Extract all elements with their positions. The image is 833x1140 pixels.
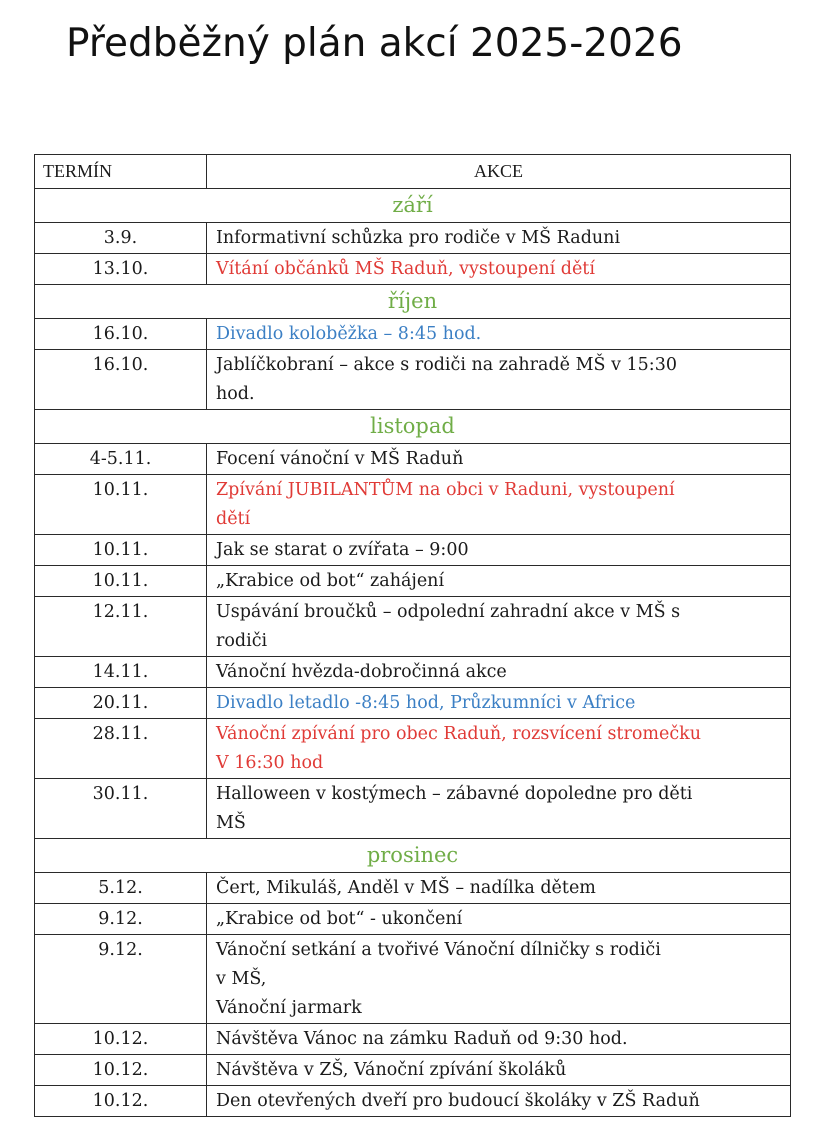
event-text-line: Návštěva v ZŠ, Vánoční zpívání školáků: [216, 1060, 567, 1080]
event-text-line: Zpívání JUBILANTŮM na obci v Raduni, vystoupení: [216, 480, 675, 500]
event-text-line: Vánoční zpívání pro obec Raduň, rozsvícení stromečku: [216, 724, 701, 744]
table-row: [35, 935, 791, 1024]
event-text-line: Halloween v kostýmech – zábavné dopoledne pro děti: [216, 784, 693, 804]
event-text-line: Informativní schůzka pro rodiče v MŠ Raduni: [216, 228, 621, 248]
table-row: [35, 779, 791, 839]
event-description: [207, 1024, 791, 1055]
event-text-line: „Krabice od bot“ - ukončení: [216, 909, 463, 929]
table-row: [35, 475, 791, 535]
event-description: [207, 688, 791, 719]
event-date: 9.12.: [35, 904, 207, 935]
event-description: [207, 444, 791, 475]
table-row: [35, 904, 791, 935]
event-description: [207, 597, 791, 657]
event-date: 10.11.: [35, 566, 207, 597]
table-row: [35, 719, 791, 779]
event-text-line: v MŠ,: [216, 969, 267, 989]
month-row: [35, 410, 791, 444]
table-row: [35, 319, 791, 350]
table-row: [35, 597, 791, 657]
event-date: 4-5.11.: [35, 444, 207, 475]
event-date: 10.11.: [35, 535, 207, 566]
event-description: [207, 719, 791, 779]
month-heading: říjen: [35, 285, 791, 319]
table-row: [35, 1055, 791, 1086]
event-text-line: Den otevřených dveří pro budoucí školáky v ZŠ Raduň: [216, 1091, 700, 1111]
events-table: [34, 154, 791, 1117]
event-description: [207, 535, 791, 566]
event-description: [207, 566, 791, 597]
event-date: 20.11.: [35, 688, 207, 719]
event-text-line: Návštěva Vánoc na zámku Raduň od 9:30 hod.: [216, 1029, 628, 1049]
event-description: [207, 1086, 791, 1117]
event-date: 10.11.: [35, 475, 207, 535]
table-row: [35, 1024, 791, 1055]
event-description: [207, 657, 791, 688]
event-date: 3.9.: [35, 223, 207, 254]
event-date: 10.12.: [35, 1055, 207, 1086]
event-description: [207, 223, 791, 254]
event-date: 10.12.: [35, 1086, 207, 1117]
event-date: 5.12.: [35, 873, 207, 904]
table-body: [35, 189, 791, 1117]
table-row: [35, 350, 791, 410]
page-title: Předběžný plán akcí 2025-2026: [66, 21, 683, 66]
event-description: [207, 350, 791, 410]
event-description: [207, 475, 791, 535]
event-text-line: hod.: [216, 384, 255, 404]
month-heading: listopad: [35, 410, 791, 444]
event-text-line: Uspávání broučků – odpolední zahradní akce v MŠ s: [216, 602, 681, 622]
table-header-row: [35, 155, 791, 189]
event-text-line: Čert, Mikuláš, Anděl v MŠ – nadílka dětem: [216, 878, 596, 898]
event-text-line: Divadlo letadlo -8:45 hod, Průzkumníci v Africe: [216, 693, 636, 713]
event-date: 30.11.: [35, 779, 207, 839]
table-row: [35, 566, 791, 597]
event-text-line: Focení vánoční v MŠ Raduň: [216, 449, 464, 469]
table-row: [35, 1086, 791, 1117]
event-text-line: rodiči: [216, 631, 268, 651]
table-row: [35, 223, 791, 254]
event-description: [207, 779, 791, 839]
event-date: 16.10.: [35, 319, 207, 350]
header-term: TERMÍN: [35, 155, 207, 189]
event-description: [207, 935, 791, 1024]
event-text-line: Vánoční jarmark: [216, 998, 362, 1018]
event-text-line: Vítání občánků MŠ Raduň, vystoupení dětí: [216, 259, 595, 279]
event-date: 10.12.: [35, 1024, 207, 1055]
event-date: 16.10.: [35, 350, 207, 410]
event-text-line: „Krabice od bot“ zahájení: [216, 571, 445, 591]
event-text-line: dětí: [216, 509, 251, 529]
event-date: 13.10.: [35, 254, 207, 285]
event-text-line: Vánoční hvězda-dobročinná akce: [216, 662, 507, 682]
month-heading: září: [35, 189, 791, 223]
month-row: [35, 839, 791, 873]
table-row: [35, 657, 791, 688]
event-text-line: Divadlo koloběžka – 8:45 hod.: [216, 324, 482, 344]
table-row: [35, 688, 791, 719]
table-row: [35, 254, 791, 285]
event-description: [207, 319, 791, 350]
month-heading: prosinec: [35, 839, 791, 873]
event-date: 9.12.: [35, 935, 207, 1024]
event-description: [207, 254, 791, 285]
event-description: [207, 1055, 791, 1086]
event-description: [207, 904, 791, 935]
event-date: 28.11.: [35, 719, 207, 779]
event-description: [207, 873, 791, 904]
month-row: [35, 189, 791, 223]
event-text-line: Vánoční setkání a tvořivé Vánoční dílničky s rodiči: [216, 940, 661, 960]
event-date: 14.11.: [35, 657, 207, 688]
event-text-line: V 16:30 hod: [216, 753, 324, 773]
table-row: [35, 873, 791, 904]
event-text-line: MŠ: [216, 813, 246, 833]
event-text-line: Jak se starat o zvířata – 9:00: [216, 540, 469, 560]
table-row: [35, 535, 791, 566]
header-akce: AKCE: [207, 155, 791, 189]
month-row: [35, 285, 791, 319]
table-row: [35, 444, 791, 475]
event-text-line: Jablíčkobraní – akce s rodiči na zahradě MŠ v 15:30: [216, 355, 677, 375]
event-date: 12.11.: [35, 597, 207, 657]
